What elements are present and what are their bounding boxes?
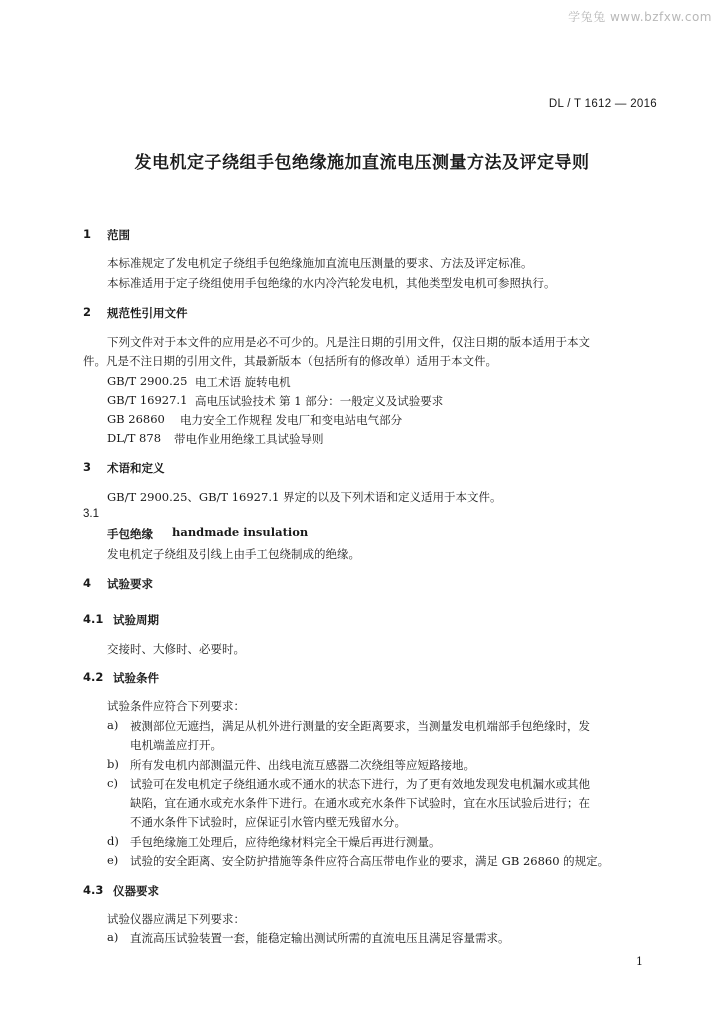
- reference-code: GB 26860: [107, 412, 165, 426]
- list-item-marker: e): [107, 853, 119, 867]
- document-title: 发电机定子绕组手包绝缘施加直流电压测量方法及评定导则: [134, 153, 590, 173]
- section-3-number: 3: [83, 460, 92, 474]
- section-1-paragraph-2: 本标准适用于定子绕组使用手包绝缘的水内冷汽轮发电机，其他类型发电机可参照执行。: [107, 276, 556, 290]
- subsection-4-3-intro: 试验仪器应满足下列要求：: [107, 912, 245, 926]
- list-item-text: 试验可在发电机定子绕组通水或不通水的状态下进行，为了更有效地发现发电机漏水或其他: [130, 777, 590, 791]
- reference-name: 带电作业用绝缘工具试验导则: [174, 432, 324, 446]
- subsection-4-1-title: 试验周期: [113, 613, 159, 627]
- section-1-paragraph-1: 本标准规定了发电机定子绕组手包绝缘施加直流电压测量的要求、方法及评定标准。: [107, 256, 533, 270]
- list-item-marker: a): [107, 930, 119, 944]
- reference-code: DL/T 878: [107, 431, 162, 445]
- section-3-paragraph: GB/T 2900.25、GB/T 16927.1 界定的以及下列术语和定义适用于本文件。: [107, 490, 502, 504]
- subsection-4-2-number: 4.2: [83, 670, 104, 684]
- document-number: DL / T 1612 — 2016: [548, 98, 657, 110]
- term-chinese: 手包绝缘: [107, 527, 153, 541]
- list-item-text: 电机端盖应打开。: [130, 738, 222, 752]
- section-2-title: 规范性引用文件: [107, 306, 188, 320]
- watermark: 学兔兔 www.bzfxw.com: [568, 10, 712, 24]
- subsection-3-1-number: 3.1: [83, 508, 99, 520]
- section-1-title: 范围: [107, 228, 130, 242]
- subsection-4-3-title: 仪器要求: [113, 884, 159, 898]
- term-definition: 发电机定子绕组及引线上由手工包绕制成的绝缘。: [107, 547, 360, 561]
- subsection-4-2-intro: 试验条件应符合下列要求：: [107, 699, 245, 713]
- reference-code: GB/T 2900.25: [107, 374, 188, 388]
- subsection-4-1-number: 4.1: [83, 612, 104, 626]
- list-item-text: 不通水条件下试验时，应保证引水管内壁无残留水分。: [130, 815, 406, 829]
- list-item-text: 直流高压试验装置一套，能稳定输出测试所需的直流电压且满足容量需求。: [130, 931, 510, 945]
- section-2-paragraph-line-1: 下列文件对于本文件的应用是必不可少的。凡是注日期的引用文件，仅注日期的版本适用于本文: [107, 335, 590, 349]
- section-3-title: 术语和定义: [107, 461, 165, 475]
- list-item-marker: b): [107, 757, 119, 771]
- subsection-4-2-title: 试验条件: [113, 671, 159, 685]
- section-2-number: 2: [83, 305, 92, 319]
- list-item-text: 缺陷，宜在通水或充水条件下进行。在通水或充水条件下试验时，宜在水压试验后进行；在: [130, 796, 590, 810]
- reference-name: 电力安全工作规程 发电厂和变电站电气部分: [180, 413, 403, 427]
- reference-code: GB/T 16927.1: [107, 393, 188, 407]
- list-item-marker: a): [107, 718, 119, 732]
- section-4-title: 试验要求: [107, 577, 153, 591]
- section-1-number: 1: [83, 227, 92, 241]
- section-4-number: 4: [83, 576, 92, 590]
- reference-name: 电工术语 旋转电机: [195, 375, 291, 389]
- section-2-paragraph-line-2: 件。凡是不注日期的引用文件，其最新版本（包括所有的修改单）适用于本文件。: [83, 354, 497, 368]
- subsection-4-1-paragraph: 交接时、大修时、必要时。: [107, 642, 245, 656]
- list-item-text: 被测部位无遮挡，满足从机外进行测量的安全距离要求，当测量发电机端部手包绝缘时，发: [130, 719, 590, 733]
- subsection-4-3-number: 4.3: [83, 883, 104, 897]
- list-item-text: 所有发电机内部测温元件、出线电流互感器二次绕组等应短路接地。: [130, 758, 475, 772]
- list-item-text: 手包绝缘施工处理后，应待绝缘材料完全干燥后再进行测量。: [130, 835, 441, 849]
- reference-name: 高电压试验技术 第 1 部分：一般定义及试验要求: [195, 394, 444, 408]
- page-number: 1: [636, 955, 643, 968]
- list-item-marker: d): [107, 834, 119, 848]
- list-item-marker: c): [107, 776, 118, 790]
- list-item-text: 试验的安全距离、安全防护措施等条件应符合高压带电作业的要求，满足 GB 26860 的规定。: [130, 854, 610, 868]
- term-english: handmade insulation: [172, 525, 309, 539]
